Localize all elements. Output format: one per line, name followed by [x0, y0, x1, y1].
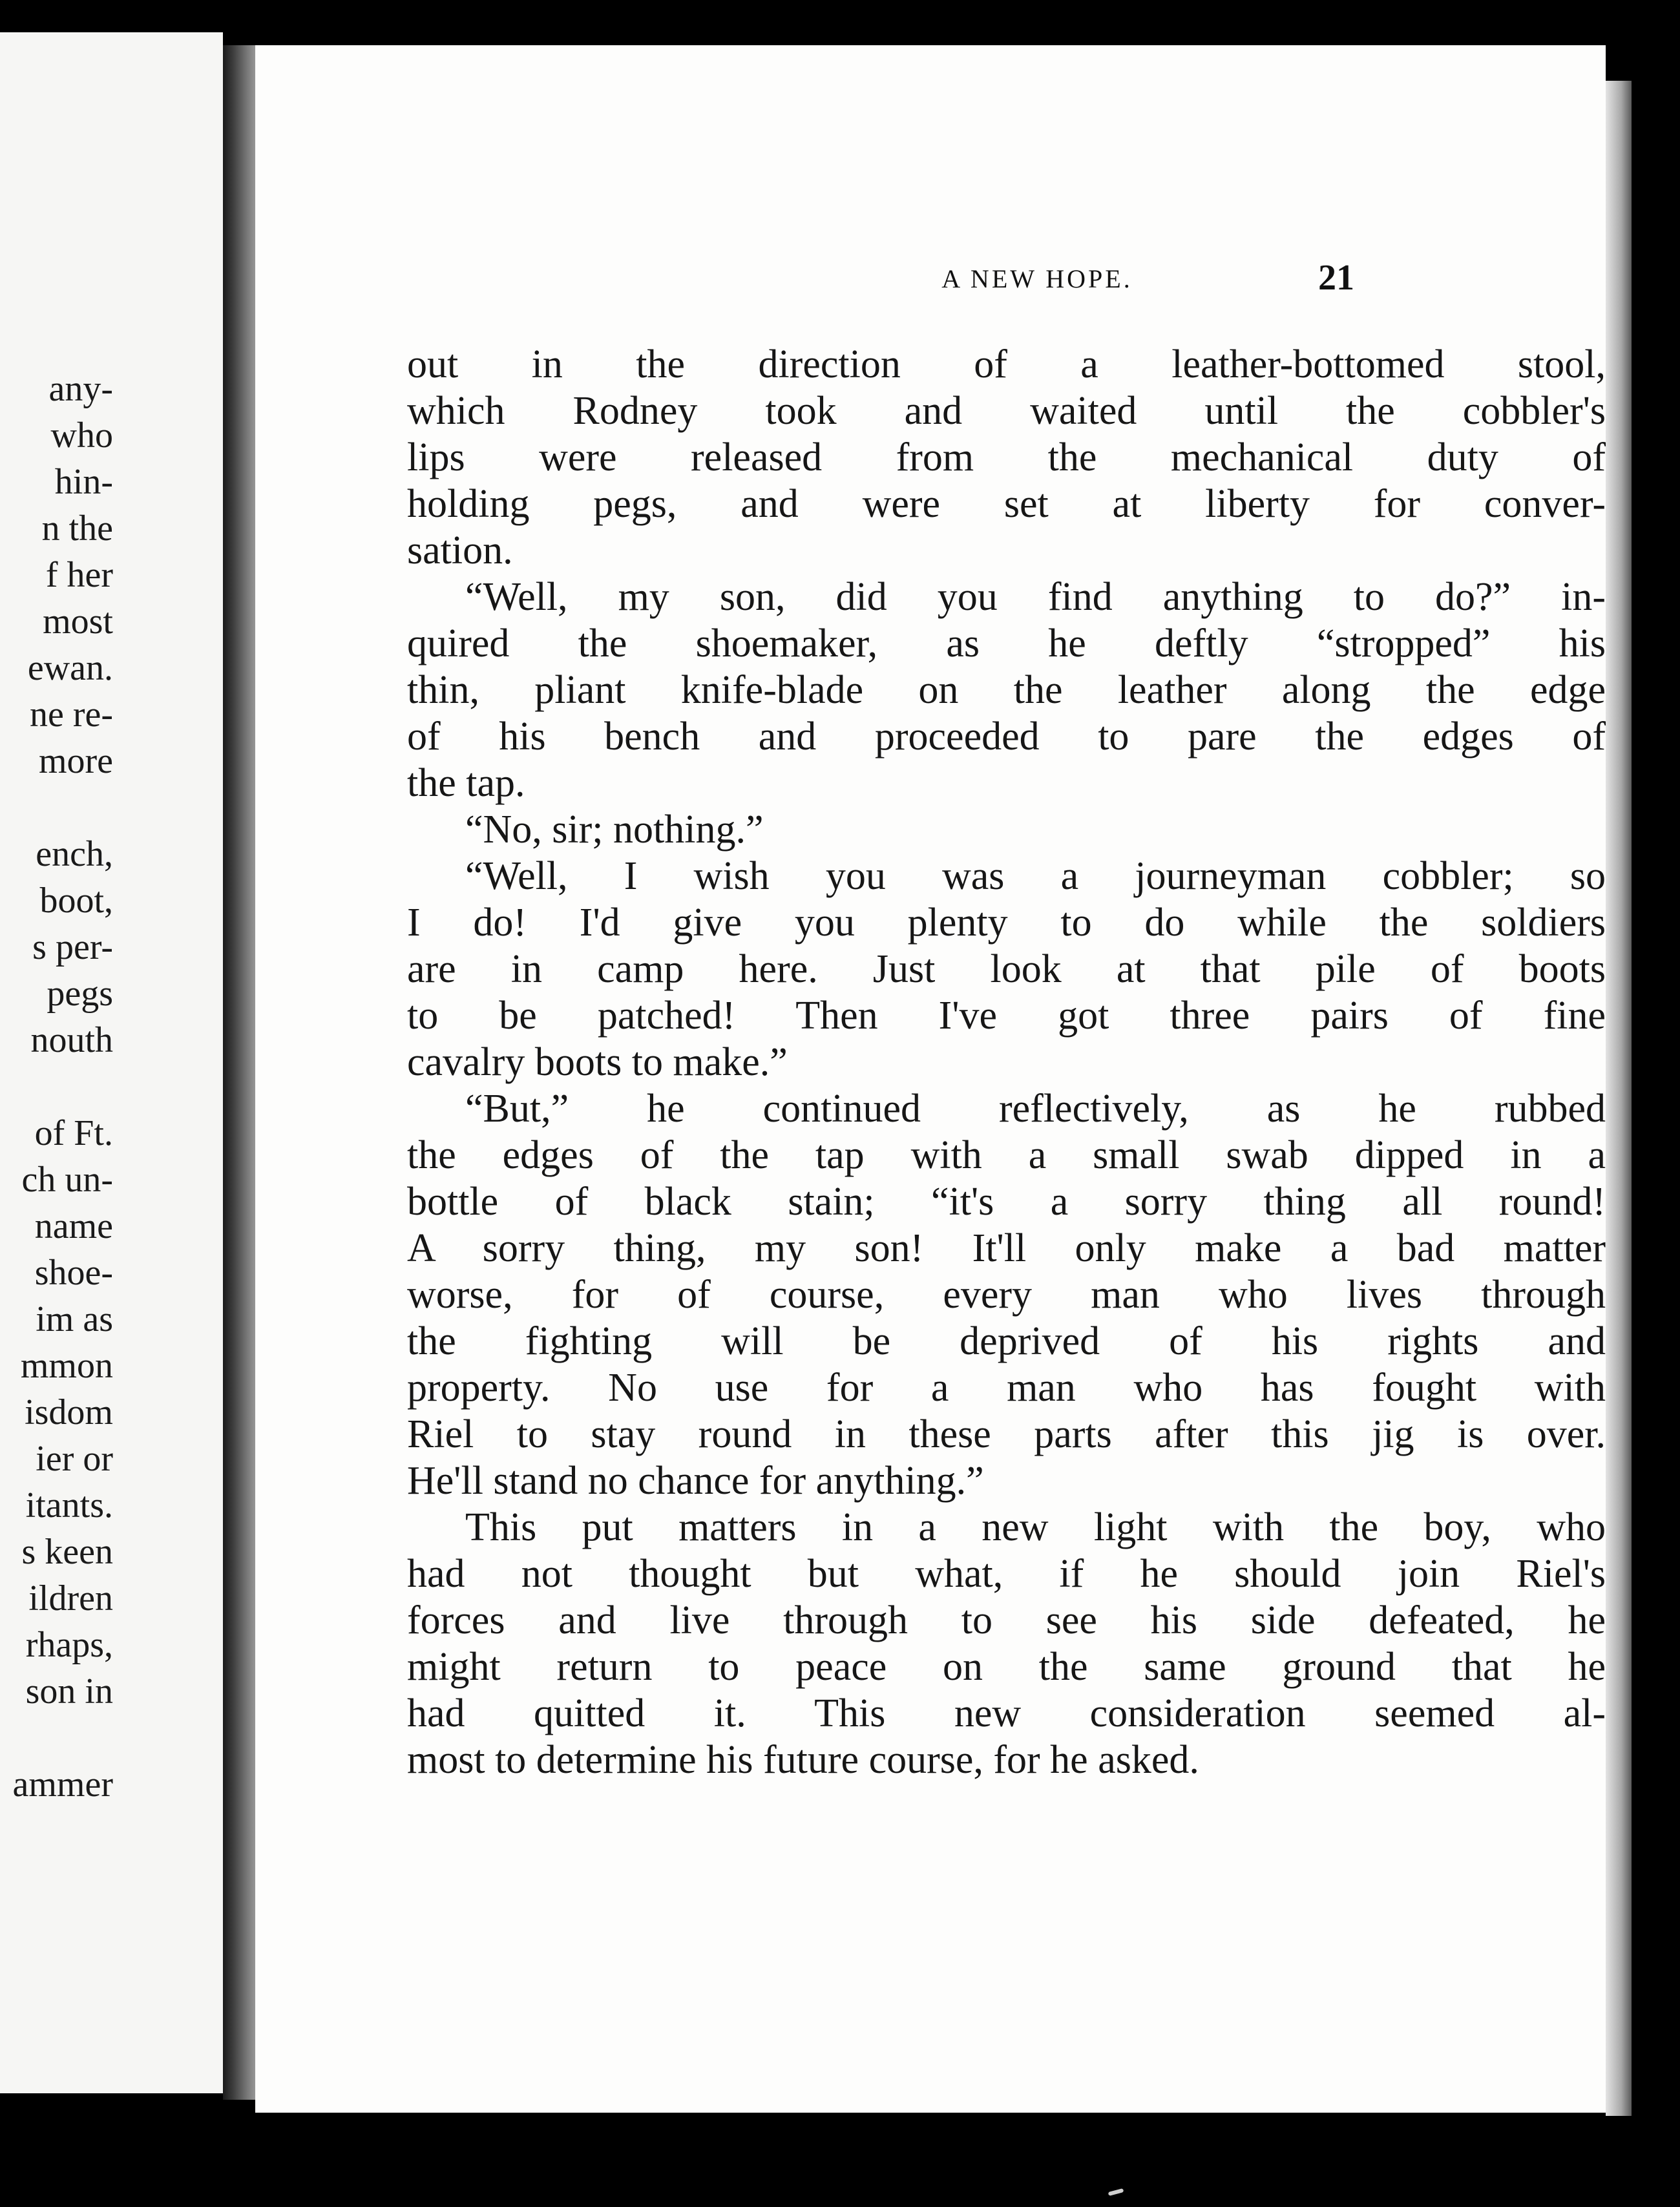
left-line-fragment: itants. — [25, 1485, 113, 1525]
left-line-fragment: s per- — [32, 927, 113, 967]
text-line: “Well, I wish you was a journeyman cobbler; so — [465, 854, 1606, 898]
text-line: sation. — [407, 528, 513, 572]
text-line: had quitted it. This new consideration seemed al- — [407, 1691, 1606, 1735]
text-line: “No, sir; nothing.” — [465, 808, 764, 852]
running-head: A NEW HOPE. — [941, 264, 1133, 293]
current-page — [255, 45, 1606, 2113]
left-line-fragment: any- — [48, 369, 113, 409]
left-line-fragment: son in — [25, 1671, 113, 1711]
text-line: lips were released from the mechanical duty of — [407, 435, 1606, 479]
text-line: worse, for of course, every man who lives through — [407, 1273, 1606, 1317]
left-line-fragment: pegs — [47, 974, 113, 1014]
left-line-fragment: im as — [36, 1299, 113, 1339]
text-line: had not thought but what, if he should join Riel's — [407, 1552, 1606, 1596]
previous-page — [0, 32, 223, 2093]
left-line-fragment: n the — [41, 508, 113, 549]
text-line: A sorry thing, my son! It'll only make a bad matter — [407, 1226, 1606, 1270]
page-edge — [1606, 81, 1632, 2116]
left-line-fragment: mmon — [20, 1346, 113, 1386]
left-line-fragment: who — [50, 415, 113, 455]
left-line-fragment: ench, — [36, 834, 113, 874]
text-line: I do! I'd give you plenty to do while the soldiers — [407, 901, 1606, 945]
left-line-fragment: rhaps, — [25, 1625, 113, 1665]
text-line: thin, pliant knife-blade on the leather along the edge — [407, 668, 1606, 712]
left-line-fragment: ewan. — [27, 648, 113, 688]
text-line: cavalry boots to make.” — [407, 1040, 788, 1084]
text-line: the tap. — [407, 761, 525, 805]
text-line: most to determine his future course, for he asked. — [407, 1738, 1199, 1782]
text-line: “Well, my son, did you find anything to do?” in- — [465, 575, 1606, 619]
left-line-fragment: name — [34, 1206, 113, 1246]
text-line: out in the direction of a leather-bottomed stool, — [407, 342, 1606, 386]
text-line: “But,” he continued reflectively, as he rubbed — [465, 1087, 1606, 1131]
left-line-fragment: f her — [45, 555, 113, 595]
text-line: are in camp here. Just look at that pile of boots — [407, 947, 1606, 991]
dust-speck — [1108, 2188, 1124, 2196]
left-line-fragment: nouth — [30, 1020, 113, 1060]
text-line: might return to peace on the same ground that he — [407, 1645, 1606, 1689]
left-line-fragment: isdom — [25, 1392, 113, 1432]
text-line: the edges of the tap with a small swab dipped in a — [407, 1133, 1606, 1177]
text-line: Riel to stay round in these parts after this jig is over. — [407, 1412, 1606, 1456]
text-line: to be patched! Then I've got three pairs of fine — [407, 994, 1606, 1038]
left-line-fragment: s keen — [21, 1532, 113, 1572]
left-line-fragment: most — [43, 601, 113, 642]
left-line-fragment: ne re- — [29, 695, 113, 735]
left-line-fragment: more — [38, 741, 113, 781]
text-line: which Rodney took and waited until the cobbler's — [407, 389, 1606, 433]
left-line-fragment: of Ft. — [34, 1113, 113, 1153]
page-number: 21 — [1318, 258, 1354, 298]
left-line-fragment: ier or — [36, 1439, 113, 1479]
text-line: This put matters in a new light with the boy, who — [465, 1505, 1606, 1549]
left-line-fragment: boot, — [39, 881, 113, 921]
text-line: the fighting will be deprived of his rights and — [407, 1319, 1606, 1363]
left-line-fragment: ammer — [12, 1764, 113, 1804]
text-line: property. No use for a man who has fought with — [407, 1366, 1606, 1410]
left-line-fragment: shoe- — [34, 1253, 113, 1293]
left-line-fragment: hin- — [54, 462, 113, 502]
text-line: of his bench and proceeded to pare the edges of — [407, 715, 1606, 758]
text-line: quired the shoemaker, as he deftly “stropped” his — [407, 622, 1606, 665]
text-line: holding pegs, and were set at liberty for conver- — [407, 482, 1606, 526]
left-line-fragment: ch un- — [21, 1160, 113, 1200]
text-line: He'll stand no chance for anything.” — [407, 1459, 984, 1503]
text-line: bottle of black stain; “it's a sorry thing all round! — [407, 1180, 1606, 1224]
left-line-fragment: ildren — [28, 1578, 113, 1618]
text-line: forces and live through to see his side defeated, he — [407, 1598, 1606, 1642]
